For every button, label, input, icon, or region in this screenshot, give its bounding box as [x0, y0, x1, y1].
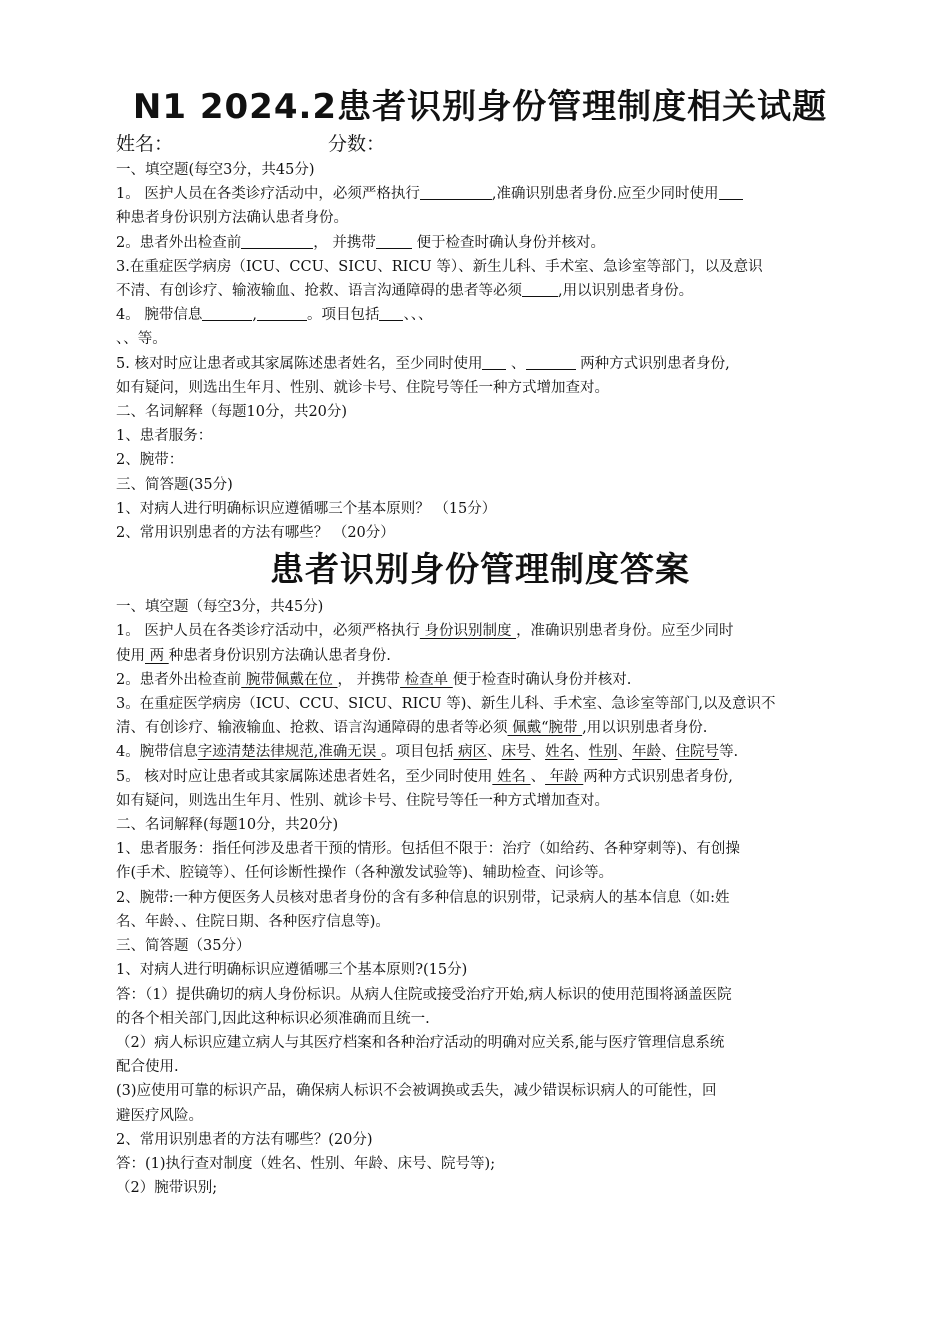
answer-line: (3)应使用可靠的标识产品，确保病人标识不会被调换或丢失，减少错误标识病人的可能性，回: [116, 1083, 717, 1100]
fill-blank: [420, 183, 492, 200]
answer-fill: 住院号: [675, 744, 720, 761]
exam-line: 2。患者外出检查前 ， 并携带 便于检查时确认身份并核对。: [116, 231, 844, 255]
answer-line: 避医疗风险。: [116, 1107, 203, 1124]
name-label: 姓名：: [116, 133, 174, 155]
answer-fill: 佩戴“腕带: [507, 720, 583, 737]
answers-title: 患者识别身份管理制度答案: [270, 550, 690, 591]
answer-fill: 身份识别制度: [419, 623, 517, 640]
exam-line: 二、名词解释（每题10分，共20分): [116, 404, 348, 421]
answers-body: [116, 595, 844, 1200]
exam-line: 3.在重症医学病房（ICU、CCU、SICU、RICU 等）、新生儿科、手术室、急诊室等部门，以及意识: [116, 258, 763, 275]
fill-blank: [482, 353, 506, 370]
exam-line: 2、常用识别患者的方法有哪些？ （20分）: [116, 525, 395, 542]
exam-line: 不清、有创诊疗、输液输血、抢救、语言沟通障碍的患者等必须 ,用以识别患者身份。: [116, 279, 844, 303]
document-page: [116, 84, 844, 1200]
answer-line: （2）病人标识应建立病人与其医疗档案和各种治疗活动的明确对应关系,能与医疗管理信息系统: [116, 1034, 725, 1051]
answer-line: 清、有创诊疗、输液输血、抢救、语言沟通障碍的患者等必须 佩戴“腕带 ,用以识别患者身份.: [116, 720, 708, 737]
exam-line: 一、填空题(每空3分，共45分): [116, 162, 315, 178]
fill-blank: [376, 232, 412, 249]
answer-line: 配合使用.: [116, 1059, 179, 1076]
fill-blank: [257, 304, 307, 321]
answer-line: 名、年龄、、住院日期、各种医疗信息等)。: [116, 913, 390, 930]
exam-line: 种患者身份识别方法确认患者身份。: [116, 210, 348, 227]
answer-fill: 腕带佩戴在位: [241, 671, 338, 688]
exam-line: 2、腕带：: [116, 452, 184, 469]
answer-fill: 检查单: [400, 671, 453, 688]
answer-fill: 姓名: [545, 744, 575, 761]
answer-line: 5。 核对时应让患者或其家属陈述患者姓名，至少同时使用 姓名 、 年龄 两种方式识别患者身份,: [116, 768, 733, 785]
score-label: 分数：: [328, 133, 386, 155]
fill-blank: [379, 304, 403, 321]
answer-fill: 两: [145, 647, 169, 664]
exam-line: 、、等。: [116, 331, 167, 348]
exam-line: 1、患者服务：: [116, 428, 213, 445]
answer-fill: 床号: [501, 744, 531, 761]
answer-line: 2、腕带:一种方便医务人员核对患者身份的含有多种信息的识别带，记录病人的基本信息（如:姓: [116, 889, 730, 906]
answer-line: 2。患者外出检查前 腕带佩戴在位 ， 并携带 检查单 便于检查时确认身份并核对.: [116, 671, 632, 688]
answer-line: 使用 两 种患者身份识别方法确认患者身份.: [116, 647, 391, 664]
answer-line: 的各个相关部门,因此这种标识必须准确而且统一.: [116, 1010, 430, 1027]
answer-fill: 字迹清楚法律规范: [197, 744, 314, 761]
answer-line: 一、填空题（每空3分，共45分): [116, 599, 324, 616]
answer-line: 答：(1)执行查对制度（姓名、性别、年龄、床号、院号等);: [116, 1155, 496, 1172]
exam-title: N1 2024.2患者识别身份管理制度相关试题: [132, 87, 828, 127]
answer-fill: 年龄: [632, 744, 662, 761]
exam-line: 三、简答题(35分): [116, 476, 233, 493]
fill-blank: [202, 304, 252, 321]
fill-blank: [241, 232, 313, 249]
exam-line: 1、对病人进行明确标识应遵循哪三个基本原则？ （15分）: [116, 500, 497, 517]
answer-line: 二、名词解释(每题10分，共20分): [116, 817, 339, 834]
fill-blank: [719, 183, 743, 200]
exam-line: 5. 核对时应让患者或其家属陈述患者姓名，至少同时使用 、 两种方式识别患者身份,: [116, 352, 844, 376]
answer-line: 1、对病人进行明确标识应遵循哪三个基本原则?(15分): [116, 962, 468, 979]
answer-line: 1、患者服务：指任何涉及患者干预的情形。包括但不限于：治疗（如给药、各种穿刺等)、有创操: [116, 841, 740, 858]
answer-line: 作(手术、腔镜等）、任何诊断性操作（各种激发试验等)、辅助检查、问诊等。: [116, 865, 614, 882]
answer-fill: 性别: [588, 744, 618, 761]
exam-body: [116, 158, 844, 545]
exam-line: 如有疑问，则选出生年月、性别、就诊卡号、住院号等任一种方式增加查对。: [116, 379, 609, 396]
name-score-row: [116, 130, 844, 158]
answer-fill: 准确无误: [318, 744, 381, 761]
exam-line: 1。 医护人员在各类诊疗活动中，必须严格执行 ,准确识别患者身份.应至少同时使用: [116, 182, 844, 206]
exam-line: 4。 腕带信息 , 。项目包括 、、、: [116, 303, 844, 327]
answer-line: 1。 医护人员在各类诊疗活动中，必须严格执行 身份识别制度 ，准确识别患者身份。应至少同时: [116, 623, 734, 640]
answer-line: （2）腕带识别;: [116, 1180, 218, 1197]
answer-fill: 年龄: [545, 768, 584, 785]
answer-line: 答：（1）提供确切的病人身份标识。从病人住院或接受治疗开始,病人标识的使用范围将涵盖医院: [116, 986, 732, 1003]
answer-line: 2、常用识别患者的方法有哪些？(20分): [116, 1131, 373, 1148]
answer-line: 4。腕带信息字迹清楚法律规范,准确无误 。项目包括 病区、床号、姓名、性别、年龄、住院号等.: [116, 744, 739, 761]
answer-fill: 病区: [453, 744, 488, 761]
answer-line: 3。在重症医学病房（ICU、CCU、SICU、RICU 等)、新生儿科、手术室、急诊室等部门,以及意识不: [116, 696, 776, 713]
answer-line: 三、简答题（35分）: [116, 938, 251, 955]
fill-blank: [522, 280, 558, 297]
answer-line: 如有疑问，则选出生年月、性别、就诊卡号、住院号等任一种方式增加查对。: [116, 792, 609, 809]
answer-fill: 姓名: [492, 768, 531, 785]
fill-blank: [526, 353, 576, 370]
